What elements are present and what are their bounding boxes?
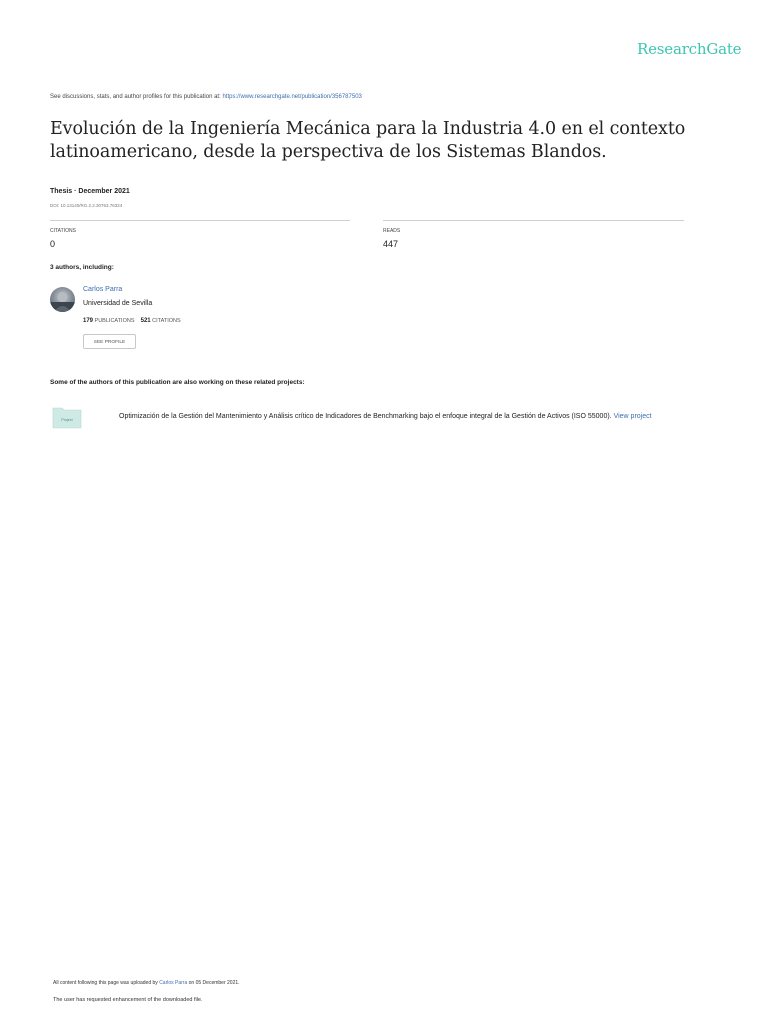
- researchgate-logo[interactable]: ResearchGate: [637, 40, 742, 58]
- related-project-title: Optimización de la Gestión del Mantenimiento y Análisis crítico de Indicadores de Benchmarking bajo el enfoque integral de la Gestión de Activos (ISO 55000).: [119, 413, 612, 420]
- author-stats: [83, 318, 181, 324]
- citations-value: 0: [50, 239, 56, 249]
- related-projects-heading: Some of the authors of this publication are also working on these related projects:: [50, 379, 305, 386]
- citations-divider: [50, 220, 350, 221]
- avatar-photo-icon: [50, 287, 75, 312]
- publication-title: Evolución de la Ingeniería Mecánica para la Industria 4.0 en el contexto latinoamericano, desde la perspectiva de los Sistemas Blandos.: [50, 119, 686, 162]
- view-project-link[interactable]: View project: [613, 413, 652, 420]
- reads-label: READS: [383, 228, 401, 234]
- author-avatar[interactable]: [50, 287, 75, 312]
- reads-value: 447: [383, 239, 399, 249]
- upload-notice: [53, 980, 240, 986]
- project-folder-icon: [52, 405, 82, 429]
- upload-notice-suffix: on 05 December 2021.: [187, 980, 240, 986]
- related-project: [119, 413, 652, 420]
- reads-divider: [383, 220, 684, 221]
- author-publications-label: PUBLICATIONS: [94, 318, 135, 324]
- publication-type-date: Thesis · December 2021: [50, 188, 130, 195]
- author-citations-count: 521: [140, 318, 151, 324]
- authors-heading: 3 authors, including:: [50, 264, 114, 271]
- project-icon-label: Project: [61, 418, 73, 422]
- upload-notice-prefix: All content following this page was uploaded by: [53, 980, 160, 986]
- author-affiliation: Universidad de Sevilla: [83, 300, 153, 307]
- author-citations-label: CITATIONS: [152, 318, 181, 324]
- see-discussions-text: See discussions, stats, and author profiles for this publication at:: [50, 94, 223, 100]
- publication-url-link[interactable]: https://www.researchgate.net/publication/356787503: [222, 94, 362, 100]
- publication-doi: DOI: 10.13140/RG.2.2.30763.76324: [50, 203, 123, 208]
- citations-label: CITATIONS: [50, 228, 76, 234]
- see-discussions-line: [50, 94, 362, 100]
- uploader-link[interactable]: Carlos Parra: [159, 980, 188, 986]
- enhancement-notice: The user has requested enhancement of the downloaded file.: [53, 997, 203, 1003]
- folder-icon: [52, 405, 82, 429]
- see-profile-button[interactable]: SEE PROFILE: [83, 334, 136, 349]
- author-publications-count: 179: [83, 318, 94, 324]
- author-name-link[interactable]: Carlos Parra: [83, 286, 123, 293]
